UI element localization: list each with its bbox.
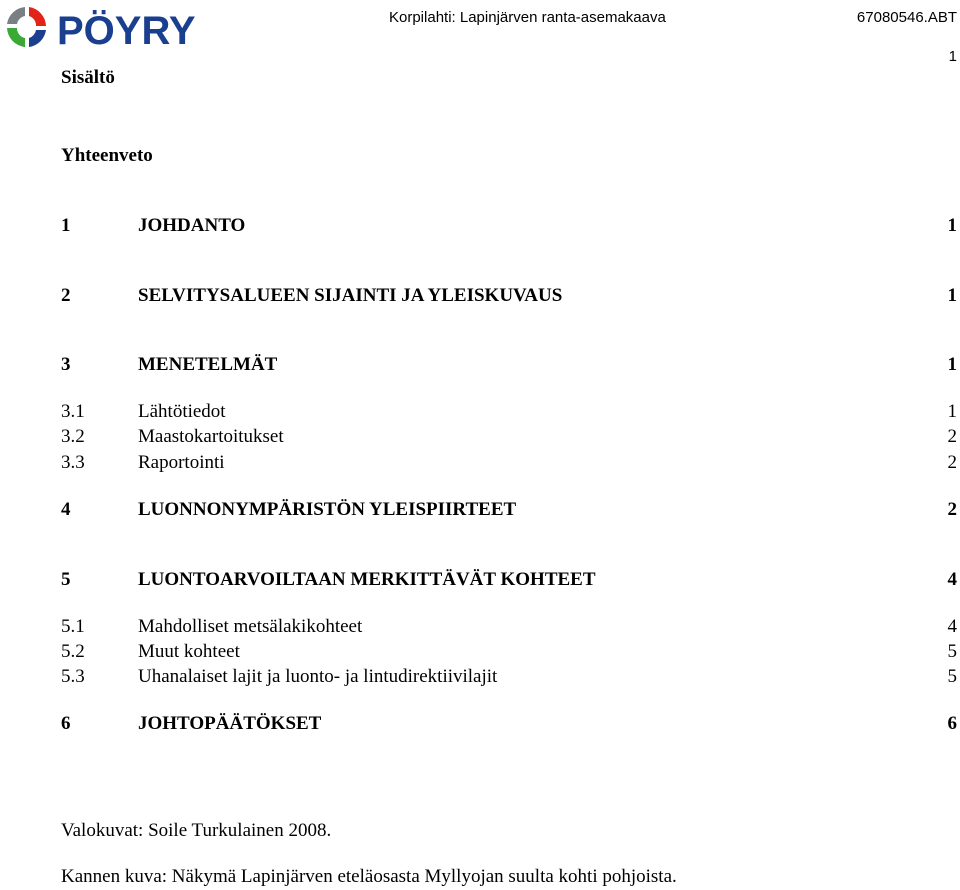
- toc-entry-number: 3.2: [61, 426, 85, 447]
- toc-entry-page: 1: [947, 401, 957, 422]
- toc-entry-page: 6: [947, 713, 957, 734]
- toc-entry-title: Mahdolliset metsälakikohteet: [138, 616, 363, 637]
- toc-entry-title: JOHDANTO: [138, 215, 246, 236]
- logo-swirl-icon: [7, 7, 46, 47]
- toc-entry-title: SELVITYSALUEEN SIJAINTI JA YLEISKUVAUS: [138, 285, 563, 306]
- toc-entry: [61, 452, 957, 476]
- toc-entry-page: 2: [947, 452, 957, 473]
- toc-entry-page: 5: [947, 666, 957, 687]
- toc-entry-number: 3.1: [61, 401, 85, 422]
- toc-entry: [61, 641, 957, 665]
- toc-entry: [61, 426, 957, 450]
- svg-text:PÖYRY: PÖYRY: [57, 9, 196, 50]
- toc-entry: [61, 354, 957, 378]
- toc-entry-number: 5.1: [61, 616, 85, 637]
- poyry-logo: [3, 4, 243, 50]
- page-number: 1: [948, 48, 957, 65]
- toc-entry-number: 4: [61, 499, 71, 520]
- toc-entry-page: 5: [947, 641, 957, 662]
- toc-entry-number: 3.3: [61, 452, 85, 473]
- toc-entry: [61, 569, 957, 593]
- toc-entry-page: 1: [947, 285, 957, 306]
- toc-entry-title: LUONTOARVOILTAAN MERKITTÄVÄT KOHTEET: [138, 569, 596, 590]
- toc-entry: [61, 616, 957, 640]
- toc-entry-number: 5: [61, 569, 71, 590]
- toc-entry-page: 2: [947, 499, 957, 520]
- toc-entry-title: JOHTOPÄÄTÖKSET: [138, 713, 322, 734]
- toc-entry-title: Raportointi: [138, 452, 225, 473]
- toc-entry-number: 5.2: [61, 641, 85, 662]
- toc-entry-page: 4: [947, 616, 957, 637]
- toc-entry-title: LUONNONYMPÄRISTÖN YLEISPIIRTEET: [138, 499, 517, 520]
- toc-entry: [61, 401, 957, 425]
- cover-caption: Kannen kuva: Näkymä Lapinjärven eteläosasta Myllyojan suulta kohti pohjoista.: [61, 866, 677, 887]
- document-title: Korpilahti: Lapinjärven ranta-asemakaava: [389, 9, 666, 26]
- toc-entry-number: 1: [61, 215, 71, 236]
- toc-entry: [61, 713, 957, 737]
- toc-entry-title: MENETELMÄT: [138, 354, 278, 375]
- toc-entry: [61, 499, 957, 523]
- toc-entry-title: Lähtötiedot: [138, 401, 226, 422]
- photo-credit: Valokuvat: Soile Turkulainen 2008.: [61, 820, 332, 841]
- toc-entry: [61, 215, 957, 239]
- toc-entry-number: 3: [61, 354, 71, 375]
- toc-entry-title: Muut kohteet: [138, 641, 240, 662]
- toc-entry-title: Maastokartoitukset: [138, 426, 284, 447]
- document-code: 67080546.ABT: [856, 9, 957, 26]
- toc-entry-number: 5.3: [61, 666, 85, 687]
- summary-heading: Yhteenveto: [61, 145, 153, 166]
- toc-entry-page: 4: [947, 569, 957, 590]
- toc-entry-title: Uhanalaiset lajit ja luonto- ja lintudirektiivilajit: [138, 666, 498, 687]
- toc-entry: [61, 666, 957, 690]
- toc-entry-page: 1: [947, 215, 957, 236]
- toc-entry: [61, 285, 957, 309]
- toc-entry-number: 6: [61, 713, 71, 734]
- toc-entry-page: 1: [947, 354, 957, 375]
- toc-entry-page: 2: [947, 426, 957, 447]
- toc-entry-number: 2: [61, 285, 71, 306]
- contents-heading: Sisältö: [61, 67, 115, 88]
